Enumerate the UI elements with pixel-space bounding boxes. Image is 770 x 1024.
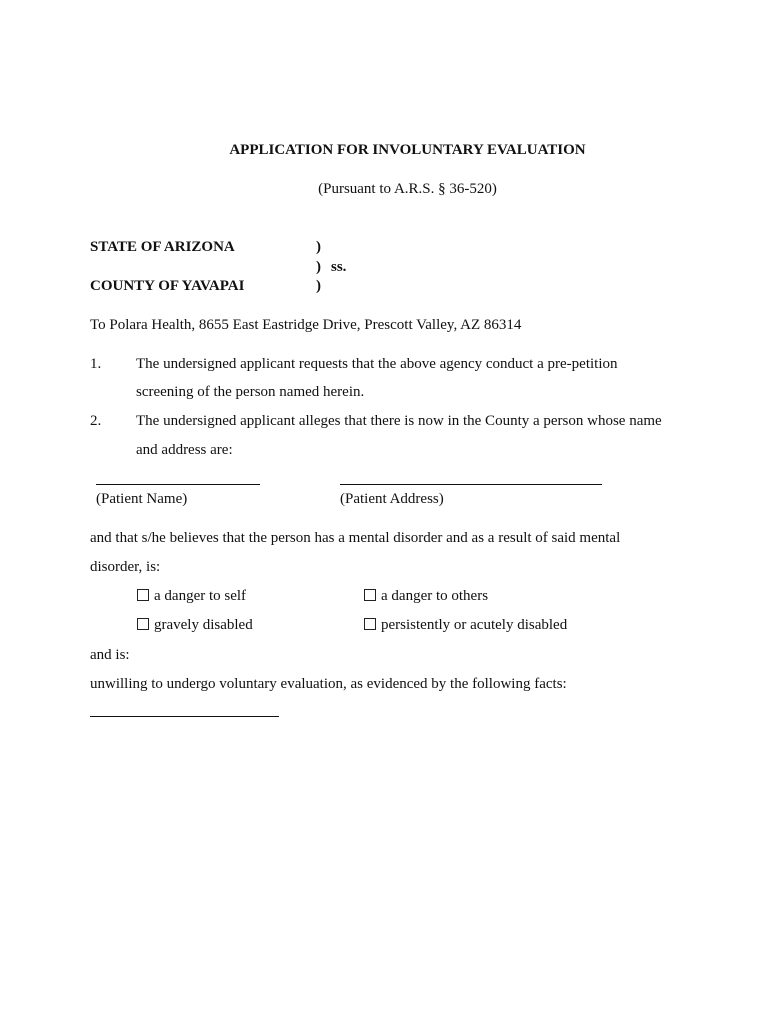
item-1-line-2: screening of the person named herein. — [136, 384, 365, 400]
addressee-line: To Polara Health, 8655 East Eastridge Drive, Prescott Valley, AZ 86314 — [90, 317, 522, 333]
option-danger-to-self[interactable] — [137, 587, 246, 605]
option-persistently-disabled-label: persistently or acutely disabled — [381, 617, 568, 633]
unwilling-line: unwilling to undergo voluntary evaluation, as evidenced by the following facts: — [90, 676, 567, 692]
item-1-number: 1. — [90, 356, 102, 372]
and-is-line: and is: — [90, 647, 130, 663]
checkbox-gravely-disabled[interactable] — [137, 618, 149, 630]
option-danger-to-self-label: a danger to self — [154, 588, 247, 604]
belief-line-2: disorder, is: — [90, 559, 161, 575]
venue-paren-1: ) — [316, 239, 321, 255]
facts-blank[interactable] — [90, 716, 279, 717]
belief-line-1: and that s/he believes that the person has a mental disorder and as a result of said mental — [90, 530, 621, 546]
patient-address-label: (Patient Address) — [340, 491, 444, 507]
patient-name-label: (Patient Name) — [96, 491, 188, 507]
venue-paren-2: ) — [316, 259, 321, 275]
option-gravely-disabled[interactable] — [137, 616, 253, 634]
checkbox-persistently-disabled[interactable] — [364, 618, 376, 630]
item-2-line-2: and address are: — [136, 442, 233, 458]
venue-county: COUNTY OF YAVAPAI — [90, 278, 245, 294]
option-gravely-disabled-label: gravely disabled — [154, 617, 253, 633]
item-2-number: 2. — [90, 413, 102, 429]
document-title: APPLICATION FOR INVOLUNTARY EVALUATION — [229, 142, 586, 158]
item-2-line-1: The undersigned applicant alleges that there is now in the County a person whose name — [136, 413, 662, 429]
document-subtitle: (Pursuant to A.R.S. § 36-520) — [318, 181, 497, 197]
option-danger-to-others[interactable] — [364, 587, 488, 605]
venue-ss: ss. — [331, 259, 347, 275]
venue-state: STATE OF ARIZONA — [90, 239, 235, 255]
option-persistently-disabled[interactable] — [364, 616, 567, 634]
checkbox-danger-to-others[interactable] — [364, 589, 376, 601]
patient-address-blank[interactable] — [340, 484, 602, 485]
patient-name-blank[interactable] — [96, 484, 260, 485]
item-1-line-1: The undersigned applicant requests that the above agency conduct a pre-petition — [136, 356, 618, 372]
option-danger-to-others-label: a danger to others — [381, 588, 489, 604]
venue-paren-3: ) — [316, 278, 321, 294]
checkbox-danger-to-self[interactable] — [137, 589, 149, 601]
